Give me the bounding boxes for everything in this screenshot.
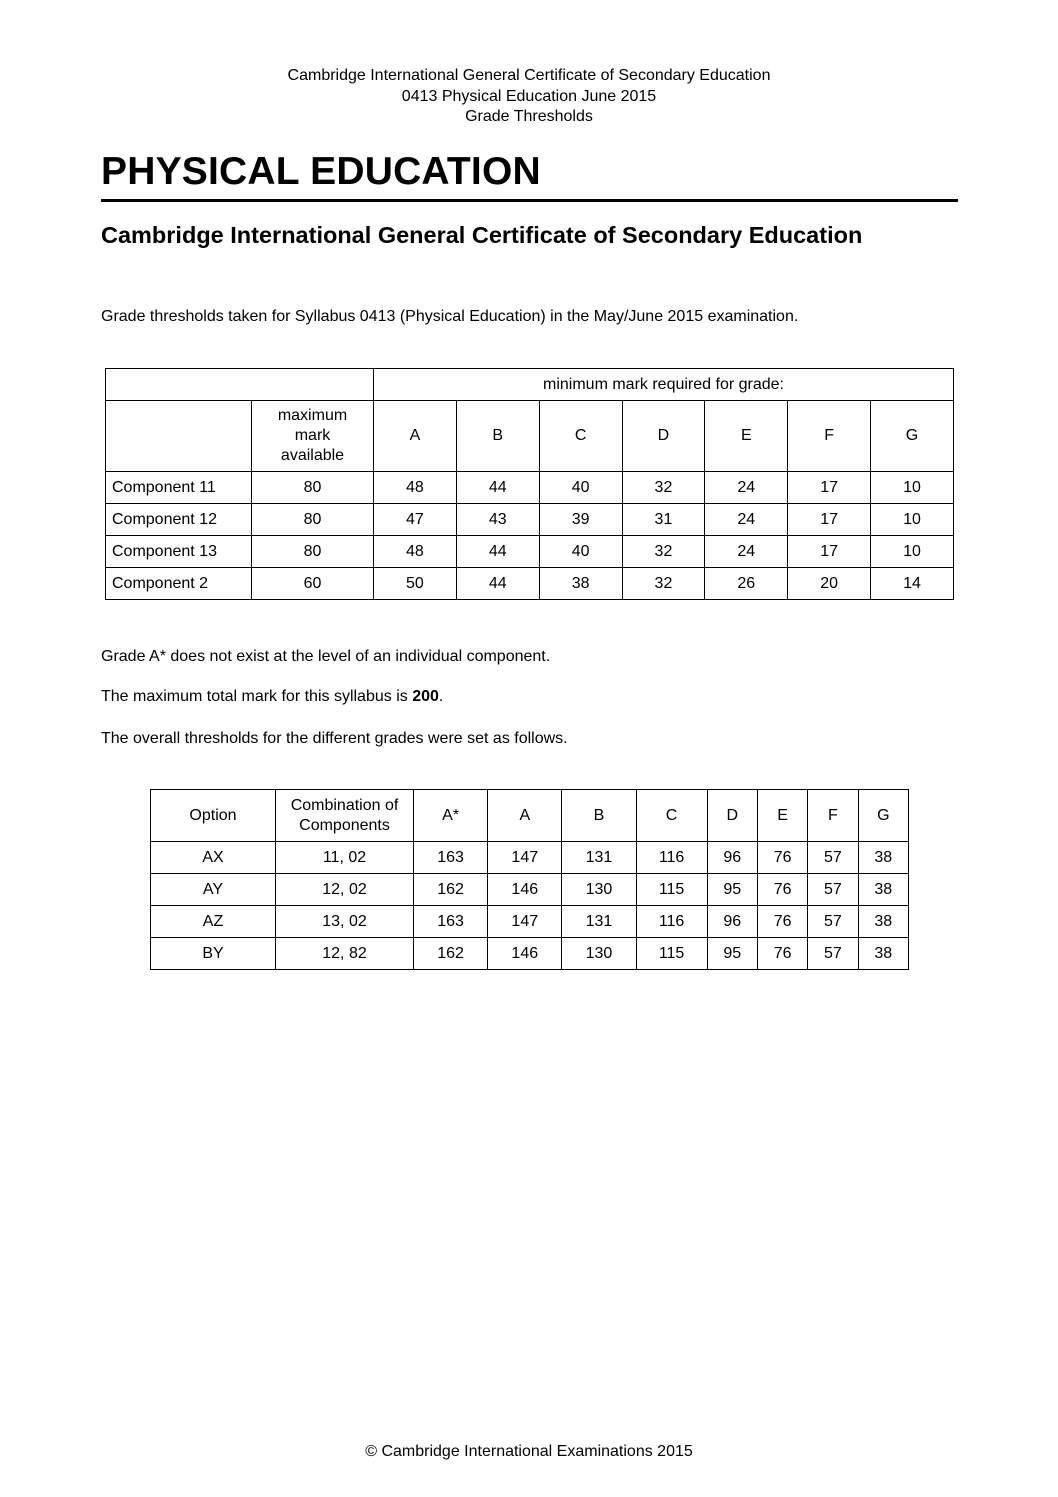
table-row bbox=[151, 842, 909, 874]
table-row bbox=[106, 472, 954, 504]
threshold-cell: 48 bbox=[374, 472, 457, 504]
grade-header: A* bbox=[414, 790, 488, 842]
grade-header: E bbox=[757, 790, 807, 842]
max-total-note: The maximum total mark for this syllabus is 200. bbox=[101, 688, 444, 705]
copyright-footer: © Cambridge International Examinations 2015 bbox=[365, 1443, 693, 1460]
threshold-cell: 115 bbox=[636, 938, 707, 970]
threshold-cell: 116 bbox=[636, 906, 707, 938]
document-header bbox=[0, 66, 1058, 128]
combination-cell: 12, 82 bbox=[276, 938, 414, 970]
threshold-cell: 44 bbox=[456, 536, 539, 568]
threshold-cell: 115 bbox=[636, 874, 707, 906]
threshold-cell: 76 bbox=[757, 874, 807, 906]
grade-header: D bbox=[622, 401, 705, 472]
threshold-cell: 24 bbox=[705, 536, 788, 568]
max-mark-cell: 80 bbox=[252, 472, 374, 504]
threshold-cell: 95 bbox=[707, 874, 757, 906]
threshold-cell: 76 bbox=[757, 906, 807, 938]
combination-cell: 13, 02 bbox=[276, 906, 414, 938]
header-line-1: Cambridge International General Certificate of Secondary Education bbox=[287, 67, 771, 84]
threshold-cell: 20 bbox=[788, 568, 871, 600]
threshold-cell: 116 bbox=[636, 842, 707, 874]
grade-header: B bbox=[456, 401, 539, 472]
threshold-cell: 147 bbox=[488, 842, 562, 874]
astar-note: Grade A* does not exist at the level of an individual component. bbox=[101, 648, 551, 665]
component-thresholds-table bbox=[105, 368, 954, 600]
threshold-cell: 31 bbox=[622, 504, 705, 536]
empty-header-cell bbox=[106, 369, 374, 401]
grade-header: F bbox=[808, 790, 858, 842]
grade-header: B bbox=[562, 790, 636, 842]
threshold-cell: 130 bbox=[562, 938, 636, 970]
page-title: PHYSICAL EDUCATION bbox=[101, 150, 541, 193]
threshold-cell: 131 bbox=[562, 842, 636, 874]
threshold-cell: 57 bbox=[808, 874, 858, 906]
threshold-cell: 130 bbox=[562, 874, 636, 906]
page-subtitle: Cambridge International General Certificate of Secondary Education bbox=[101, 222, 863, 248]
overall-thresholds-table bbox=[150, 789, 909, 970]
threshold-cell: 48 bbox=[374, 536, 457, 568]
option-cell: BY bbox=[151, 938, 276, 970]
threshold-cell: 40 bbox=[539, 472, 622, 504]
threshold-cell: 47 bbox=[374, 504, 457, 536]
max-total-value: 200 bbox=[412, 688, 439, 705]
threshold-cell: 38 bbox=[539, 568, 622, 600]
option-cell: AZ bbox=[151, 906, 276, 938]
overall-intro: The overall thresholds for the different grades were set as follows. bbox=[101, 730, 568, 747]
threshold-cell: 163 bbox=[414, 906, 488, 938]
table-row bbox=[106, 568, 954, 600]
threshold-cell: 162 bbox=[414, 938, 488, 970]
threshold-cell: 57 bbox=[808, 906, 858, 938]
table-row bbox=[106, 536, 954, 568]
table-row bbox=[151, 906, 909, 938]
empty-header-cell bbox=[106, 401, 252, 472]
threshold-cell: 146 bbox=[488, 938, 562, 970]
threshold-cell: 10 bbox=[871, 504, 954, 536]
threshold-cell: 32 bbox=[622, 568, 705, 600]
option-cell: AY bbox=[151, 874, 276, 906]
threshold-cell: 43 bbox=[456, 504, 539, 536]
option-cell: AX bbox=[151, 842, 276, 874]
threshold-cell: 17 bbox=[788, 504, 871, 536]
intro-text: Grade thresholds taken for Syllabus 0413 (Physical Education) in the May/June 2015 examination. bbox=[101, 308, 799, 325]
grade-header: E bbox=[705, 401, 788, 472]
threshold-cell: 38 bbox=[858, 842, 908, 874]
component-name: Component 12 bbox=[106, 504, 252, 536]
threshold-cell: 57 bbox=[808, 842, 858, 874]
grade-header: C bbox=[636, 790, 707, 842]
threshold-cell: 32 bbox=[622, 536, 705, 568]
threshold-cell: 131 bbox=[562, 906, 636, 938]
threshold-cell: 24 bbox=[705, 472, 788, 504]
grade-header: A bbox=[488, 790, 562, 842]
grade-header: D bbox=[707, 790, 757, 842]
threshold-cell: 10 bbox=[871, 536, 954, 568]
threshold-cell: 14 bbox=[871, 568, 954, 600]
threshold-cell: 163 bbox=[414, 842, 488, 874]
grade-header: A bbox=[374, 401, 457, 472]
header-line-2: 0413 Physical Education June 2015 bbox=[401, 87, 657, 105]
threshold-cell: 38 bbox=[858, 906, 908, 938]
grade-header: G bbox=[858, 790, 908, 842]
threshold-cell: 95 bbox=[707, 938, 757, 970]
grade-header: F bbox=[788, 401, 871, 472]
threshold-cell: 17 bbox=[788, 472, 871, 504]
threshold-cell: 32 bbox=[622, 472, 705, 504]
threshold-cell: 76 bbox=[757, 842, 807, 874]
title-divider bbox=[101, 199, 958, 202]
threshold-cell: 39 bbox=[539, 504, 622, 536]
component-name: Component 2 bbox=[106, 568, 252, 600]
combination-header: Combination of Components bbox=[276, 790, 414, 842]
component-name: Component 13 bbox=[106, 536, 252, 568]
max-mark-cell: 60 bbox=[252, 568, 374, 600]
option-header: Option bbox=[151, 790, 276, 842]
threshold-cell: 40 bbox=[539, 536, 622, 568]
max-mark-cell: 80 bbox=[252, 504, 374, 536]
table-row bbox=[151, 938, 909, 970]
combination-cell: 12, 02 bbox=[276, 874, 414, 906]
table-row bbox=[106, 504, 954, 536]
threshold-cell: 44 bbox=[456, 472, 539, 504]
threshold-cell: 57 bbox=[808, 938, 858, 970]
min-mark-group-header: minimum mark required for grade: bbox=[374, 369, 954, 401]
threshold-cell: 50 bbox=[374, 568, 457, 600]
table-row bbox=[151, 874, 909, 906]
threshold-cell: 162 bbox=[414, 874, 488, 906]
threshold-cell: 17 bbox=[788, 536, 871, 568]
threshold-cell: 96 bbox=[707, 842, 757, 874]
threshold-cell: 76 bbox=[757, 938, 807, 970]
threshold-cell: 10 bbox=[871, 472, 954, 504]
threshold-cell: 24 bbox=[705, 504, 788, 536]
header-line-3: Grade Thresholds bbox=[465, 108, 593, 125]
threshold-cell: 96 bbox=[707, 906, 757, 938]
threshold-cell: 44 bbox=[456, 568, 539, 600]
threshold-cell: 38 bbox=[858, 874, 908, 906]
threshold-cell: 146 bbox=[488, 874, 562, 906]
max-mark-cell: 80 bbox=[252, 536, 374, 568]
grade-header: C bbox=[539, 401, 622, 472]
threshold-cell: 38 bbox=[858, 938, 908, 970]
threshold-cell: 147 bbox=[488, 906, 562, 938]
threshold-cell: 26 bbox=[705, 568, 788, 600]
component-name: Component 11 bbox=[106, 472, 252, 504]
combination-cell: 11, 02 bbox=[276, 842, 414, 874]
max-mark-header: maximum mark available bbox=[252, 401, 374, 472]
grade-header: G bbox=[871, 401, 954, 472]
